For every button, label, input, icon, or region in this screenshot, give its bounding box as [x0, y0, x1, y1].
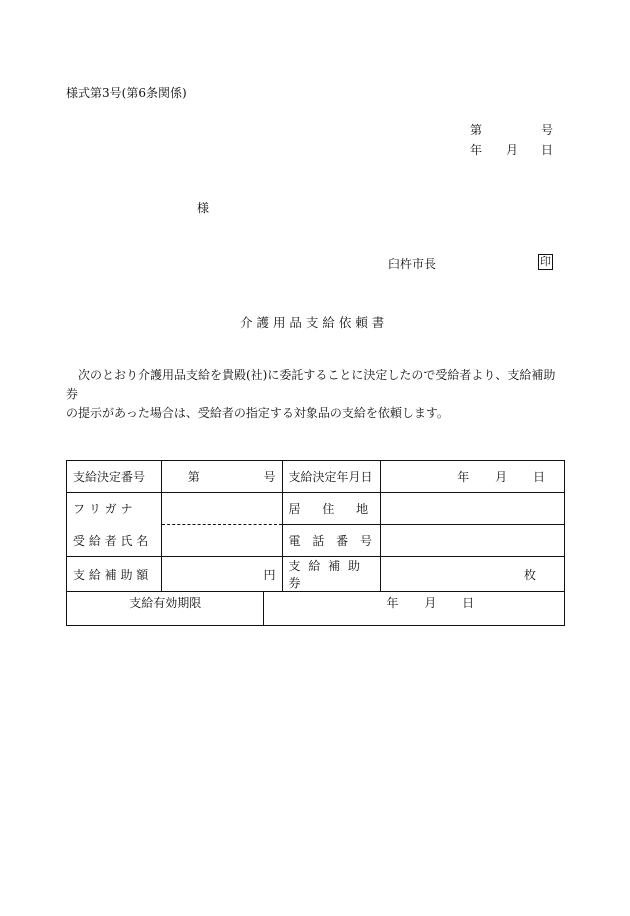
decision-date-day: 日	[532, 470, 545, 484]
address-label: 居 住 地	[282, 493, 381, 525]
recipient-name-label: 受 給 者 氏 名	[67, 525, 162, 557]
yen-unit: 円	[263, 567, 276, 582]
doc-number-suffix: 号	[541, 123, 554, 137]
phone-field[interactable]	[381, 525, 565, 557]
date-day: 日	[541, 143, 554, 157]
form-number: 様式第3号(第6条関係)	[66, 86, 187, 100]
decision-number-label: 支給決定番号	[67, 461, 162, 493]
sheets-unit: 枚	[523, 567, 536, 582]
table-row	[67, 493, 565, 525]
validity-table	[66, 592, 565, 626]
valid-until-field[interactable]	[264, 592, 565, 626]
valid-year: 年	[386, 596, 399, 610]
decision-date-cell[interactable]	[381, 461, 565, 493]
doc-number-prefix: 第	[470, 123, 483, 137]
valid-until-label: 支給有効期限	[67, 592, 264, 626]
table-row	[67, 461, 565, 493]
sender-name: 臼杵市長	[388, 257, 437, 271]
date-year: 年	[470, 143, 483, 157]
decision-date-year: 年	[457, 470, 470, 484]
decision-number-cell[interactable]	[161, 461, 282, 493]
decision-number-prefix: 第	[187, 470, 200, 484]
table-row	[67, 592, 565, 626]
form-table	[66, 460, 565, 592]
voucher-field[interactable]	[381, 557, 565, 592]
furigana-field[interactable]	[161, 493, 282, 525]
valid-day: 日	[462, 596, 475, 610]
decision-date-label: 支給決定年月日	[282, 461, 381, 493]
address-field[interactable]	[381, 493, 565, 525]
decision-number-suffix: 号	[263, 470, 276, 484]
table-row	[67, 525, 565, 557]
voucher-label: 支 給 補 助 券	[282, 557, 381, 592]
phone-label: 電 話 番 号	[282, 525, 381, 557]
furigana-label: フ リ ガ ナ	[67, 493, 162, 525]
body-line-2: の提示があった場合は、受給者の指定する対象品の支給を依頼します。	[66, 406, 449, 420]
recipient-name-field[interactable]	[161, 525, 282, 557]
valid-month: 月	[424, 596, 437, 610]
body-line-1: 次のとおり介護用品支給を貴殿(社)に委託することに決定したので受給者より、支給補助券	[66, 368, 556, 401]
table-row	[67, 557, 565, 592]
subsidy-amount-label: 支 給 補 助 額	[67, 557, 162, 592]
seal-mark: 印	[540, 255, 551, 268]
subsidy-amount-field[interactable]	[161, 557, 282, 592]
decision-date-month: 月	[495, 470, 508, 484]
document-title: 介 護 用 品 支 給 依 頼 書	[240, 315, 385, 330]
date-month: 月	[506, 143, 519, 157]
body-text	[66, 366, 566, 423]
addressee-suffix: 様	[197, 201, 210, 215]
